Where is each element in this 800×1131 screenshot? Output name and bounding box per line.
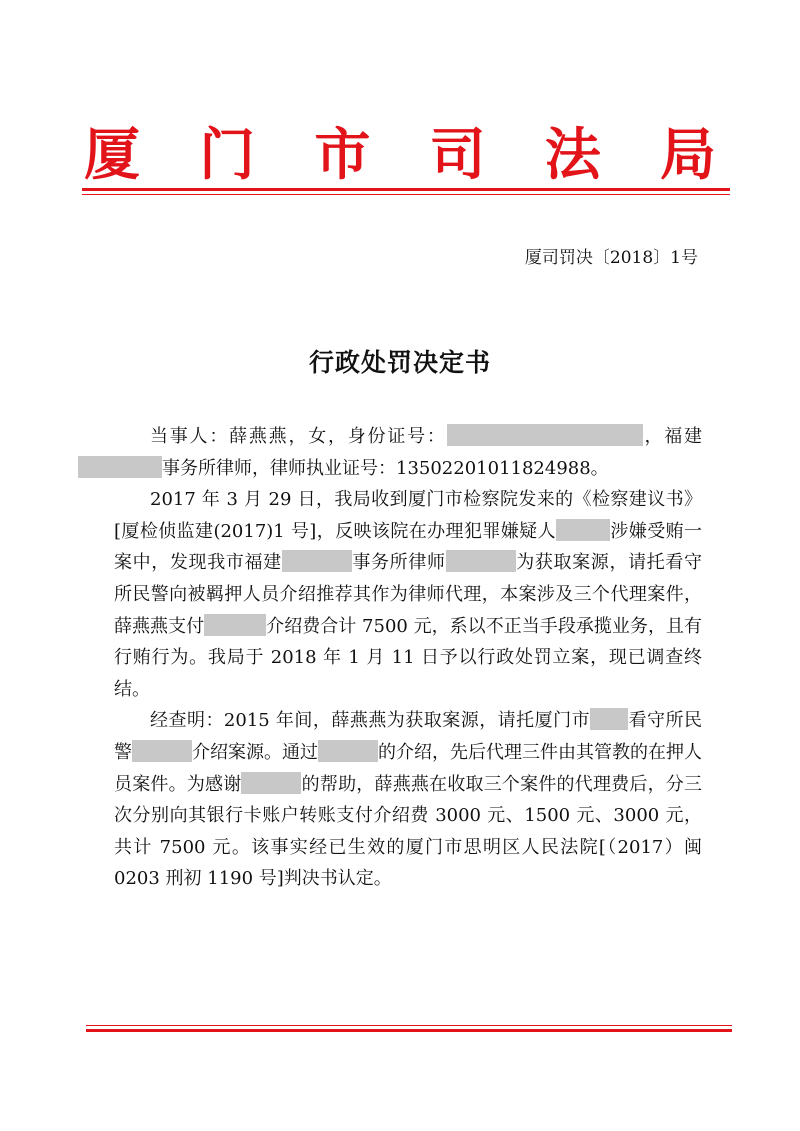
org-title-char: 市 bbox=[314, 122, 371, 188]
footer-divider-thick bbox=[86, 1029, 732, 1032]
issuing-organization-title bbox=[84, 112, 716, 198]
org-title-char: 厦 bbox=[84, 122, 140, 188]
redaction-block bbox=[204, 614, 266, 636]
header-divider-thin bbox=[82, 194, 730, 195]
document-body bbox=[114, 421, 702, 895]
paragraph-background: 2017 年 3 月 29 日，我局收到厦门市检察院发来的《检察建议书》[厦检侦监建(2017)1 号]，反映该院在办理犯罪嫌疑人 涉嫌受贿一案中，发现我市福建 事务所律师 为获取案源，请托看守所民警向被羁押人员介绍推荐其作为律师代理，本案涉及三个代理案件，薛燕燕支付 介绍费合计 7500 元，系以不正当手段承揽业务，且有行贿行为。我局于 2018 年 1 月 11 日予以行政处罚立案，现已调查终结。 bbox=[114, 489, 703, 700]
redaction-block bbox=[446, 550, 480, 572]
redaction-block bbox=[556, 519, 574, 541]
document-title: 行政处罚决定书 bbox=[308, 348, 491, 377]
redaction-block bbox=[480, 550, 516, 572]
redaction-block bbox=[574, 519, 610, 541]
paragraph-findings: 经查明：2015 年间，薛燕燕为获取案源，请托厦门市 看守所民警 介绍案源。通过 的介绍，先后代理三件由其管教的在押人员案件。为感谢 的帮助，薛燕燕在收取三个案件的代理费后，分三次分别向其银行卡账户转账支付介绍费 3000 元、1500 元、3000 元，共计 7500 元。该事实经已生效的厦门市思明区人民法院[（2017）闽 0203 刑初 1190 号]判决书认定。 bbox=[114, 710, 703, 890]
redaction-block bbox=[132, 740, 192, 762]
redaction-block bbox=[282, 550, 352, 572]
footer-divider-thin bbox=[86, 1025, 732, 1026]
org-title-char: 局 bbox=[659, 122, 716, 188]
org-title-char: 法 bbox=[544, 122, 601, 188]
redaction-block bbox=[241, 772, 301, 794]
redaction-block bbox=[447, 424, 643, 446]
header-divider-thick bbox=[82, 188, 730, 191]
org-title-char: 司 bbox=[429, 122, 486, 188]
org-title-char: 门 bbox=[199, 122, 256, 188]
paragraph-party: 当事人：薛燕燕，女，身份证号： ，福建事务所律师，律师执业证号：13502201011824988。 bbox=[114, 421, 702, 484]
redaction-block bbox=[78, 456, 162, 478]
document-number: 厦司罚决〔2018〕1号 bbox=[524, 248, 698, 268]
redaction-block bbox=[318, 740, 378, 762]
redaction-block bbox=[590, 708, 628, 730]
